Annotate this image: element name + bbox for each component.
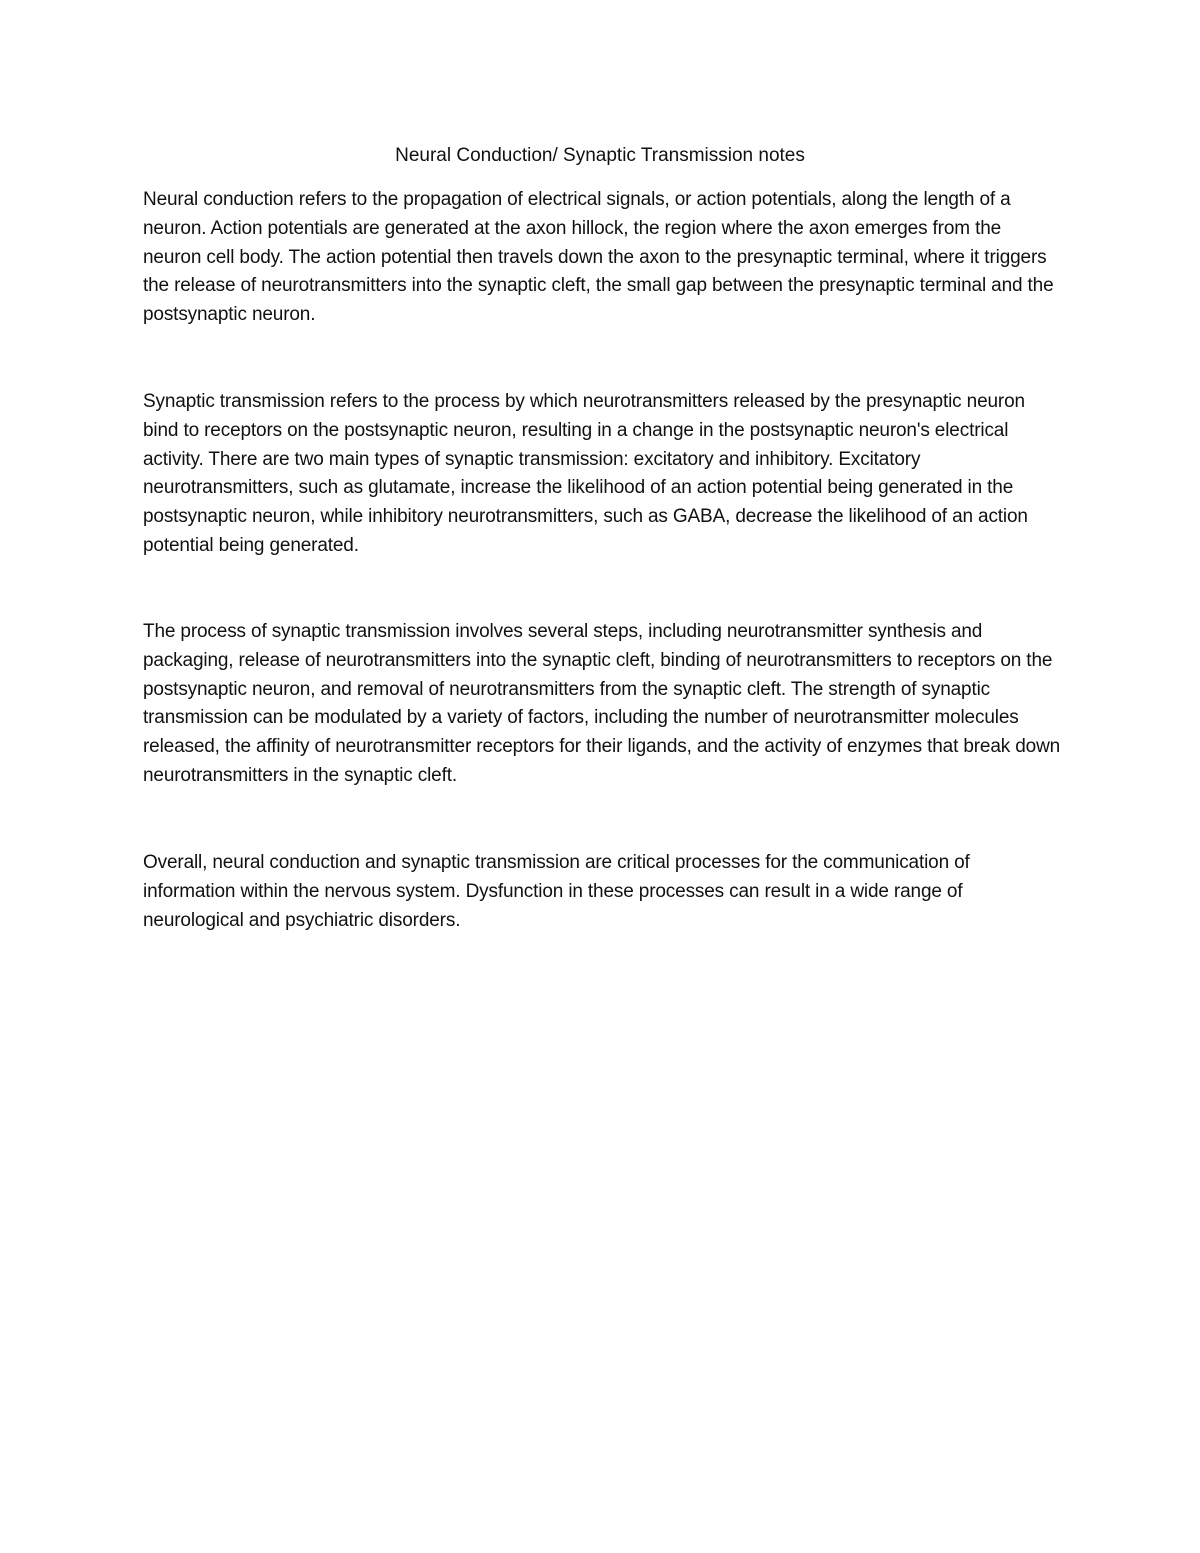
paragraph-transmission-process: The process of synaptic transmission involves several steps, including neurotransmitter synthesis and packaging, release of neurotransmitters into the synaptic cleft, binding of neurotransmitters to receptors on the postsynaptic neuron, and removal of neurotransmitters from the synaptic cleft. The strength of synaptic transmission can be modulated by a variety of factors, including the number of neurotransmitter molecules released, the affinity of neurotransmitter receptors for their ligands, and the activity of enzymes that break down neurotransmitters in the synaptic cleft. (143, 621, 1061, 786)
paragraph-synaptic-transmission: Synaptic transmission refers to the process by which neurotransmitters released by the presynaptic neuron bind to receptors on the postsynaptic neuron, resulting in a change in the postsynaptic neuron's electrical activity. There are two main types of synaptic transmission: excitatory and inhibitory. Excitatory neurotransmitters, such as glutamate, increase the likelihood of an action potential being generated in the postsynaptic neuron, while inhibitory neurotransmitters, such as GABA, decrease the likelihood of an action potential being generated. (143, 391, 1028, 556)
document-title: Neural Conduction/ Synaptic Transmission notes (395, 145, 805, 166)
paragraph-overall-summary: Overall, neural conduction and synaptic transmission are critical processes for the communication of information within the nervous system. Dysfunction in these processes can result in a wide range of neurological and psychiatric disorders. (143, 852, 970, 931)
paragraph-neural-conduction: Neural conduction refers to the propagation of electrical signals, or action potentials, along the length of a neuron. Action potentials are generated at the axon hillock, the region where the axon emerges from the neuron cell body. The action potential then travels down the axon to the presynaptic terminal, where it triggers the release of neurotransmitters into the synaptic cleft, the small gap between the presynaptic terminal and the postsynaptic neuron. (143, 189, 1054, 326)
